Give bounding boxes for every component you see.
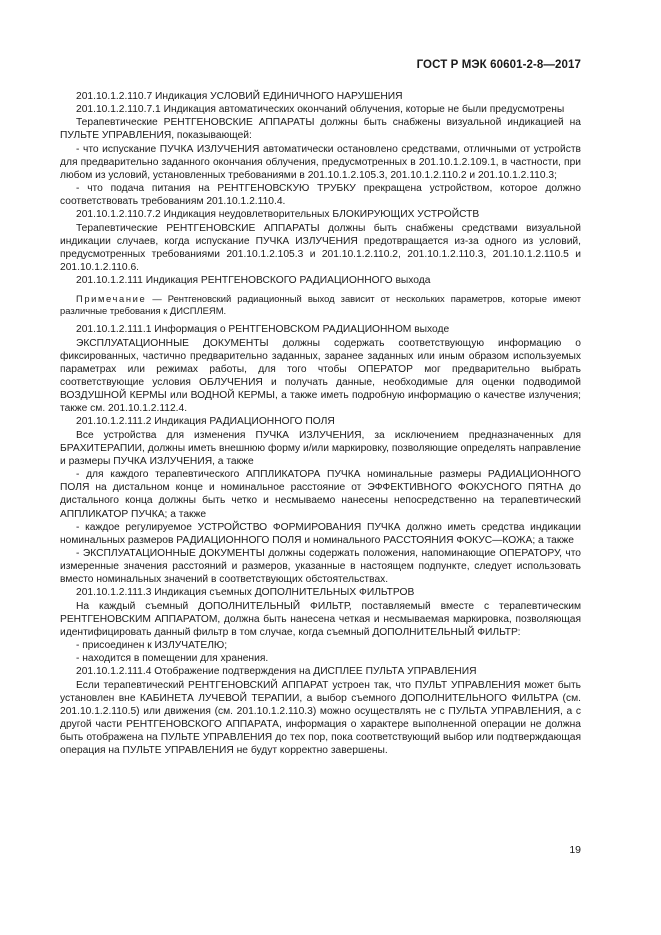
paragraph-text: 201.10.1.2.110.7.1 Индикация автоматических окончаний облучения, которые не были предусмотрены: [76, 104, 565, 116]
paragraph: [60, 90, 581, 103]
note-label: Примечание: [76, 293, 147, 305]
paragraph-text: Терапевтические РЕНТГЕНОВСКИЕ АППАРАТЫ должны быть снабжены средствами визуальной индикации случаев, когда испускание ПУЧКА ИЗЛУЧЕНИЯ предотвращается из-за одного из условий, предусмотренных требованиями 201.10.1.2.105.3 и 201.10.1.2.110.2, 201.10.1.2.110.3, 201.10.1.2.110.5 и 201.10.1.2.110.6.: [60, 222, 581, 274]
paragraph-text: - для каждого терапевтического АППЛИКАТОРА ПУЧКА номинальные размеры РАДИАЦИОННОГО ПОЛЯ на дистальном конце и номинальное расстояние от ЭФФЕКТИВНОГО ФОКУСНОГО ПЯТНА до дистального конца должны быть четко и несмываемо нанесены непосредственно на терапевтический АППЛИКАТОР ПУЧКА; а также: [60, 469, 581, 520]
paragraph: [60, 222, 581, 275]
paragraph: [60, 323, 581, 336]
paragraph-text: ЭКСПЛУАТАЦИОННЫЕ ДОКУМЕНТЫ должны содержать соответствующую информацию о фиксированных, частично предварительно заданных, заранее заданных или иным образом используемых параметрах или режимах работы, для того чтобы ОПЕРАТОР мог предварительно выбрать соответствующие условия ОБЛУЧЕНИЯ и получать данные, необходимые для оценки подводимой ВОЗДУШНОЙ КЕРМЫ или ВОДНОЙ КЕРМЫ, а также иметь подробную информацию о качестве излучения; также см. 201.10.1.2.112.4.: [60, 337, 581, 415]
paragraph: [60, 415, 581, 428]
paragraph: [60, 679, 581, 758]
paragraph: [60, 208, 581, 221]
paragraph-text: 201.10.1.2.110.7 Индикация УСЛОВИЙ ЕДИНИЧНОГО НАРУШЕНИЯ: [76, 91, 403, 102]
standard-header: ГОСТ Р МЭК 60601-2-8—2017: [416, 59, 581, 71]
paragraph-text: - что испускание ПУЧКА ИЗЛУЧЕНИЯ автоматически остановлено средствами, отличными от устройств для предварительно заданного окончания облучения, предусмотренных в 201.10.1.2.109.1, в частности, при любом из условий, установленных требованиями в 201.10.1.2.105.3, 201.10.1.2.110.2 и 201.10.1.2.110.3;: [60, 143, 581, 181]
paragraph: [60, 429, 581, 468]
page-number: 19: [569, 844, 581, 856]
paragraph-text: - ЭКСПЛУАТАЦИОННЫЕ ДОКУМЕНТЫ должны содержать положения, напоминающие ОПЕРАТОРУ, что измеренные значения расстояний и размеров, указанные в настоящем подпункте, следует использовать вместо номинальных значений в соответствующих обстоятельствах.: [60, 548, 581, 586]
paragraph-text: 201.10.1.2.111.1 Информация о РЕНТГЕНОВСКОМ РАДИАЦИОННОМ выходе: [76, 324, 450, 336]
paragraph-text: - присоединен к ИЗЛУЧАТЕЛЮ;: [76, 640, 228, 652]
paragraph: [60, 274, 581, 287]
paragraph: [60, 468, 581, 521]
paragraph: [60, 652, 581, 665]
paragraph-text: Все устройства для изменения ПУЧКА ИЗЛУЧЕНИЯ, за исключением предназначенных для БРАХИТЕРАПИИ, должны иметь внешнюю форму и/или маркировку, позволяющие определять направление и размеры ПУЧКА ИЗЛУЧЕНИЯ, а также: [60, 429, 581, 467]
paragraph: [60, 639, 581, 652]
paragraph-text: 201.10.1.2.110.7.2 Индикация неудовлетворительных БЛОКИРУЮЩИХ УСТРОЙСТВ: [76, 209, 480, 221]
paragraph: [60, 143, 581, 182]
paragraph-text: - находится в помещении для хранения.: [76, 653, 269, 665]
paragraph-text: На каждый съемный ДОПОЛНИТЕЛЬНЫЙ ФИЛЬТР, поставляемый вместе с терапевтическим РЕНТГЕНОВСКИМ АППАРАТОМ, должна быть нанесена четкая и несмываемая маркировка, позволяющая идентифицировать данный фильтр в том случае, когда съемный ДОПОЛНИТЕЛЬНЫЙ ФИЛЬТР:: [60, 600, 581, 638]
paragraph: [60, 521, 581, 547]
paragraph-text: Если терапевтический РЕНТГЕНОВСКИЙ АППАРАТ устроен так, что ПУЛЬТ УПРАВЛЕНИЯ может быть установлен вне КАБИНЕТА ЛУЧЕВОЙ ТЕРАПИИ, а выбор съемного ДОПОЛНИТЕЛЬНОГО ФИЛЬТРА (см. 201.10.1.2.110.5) или движения (см. 201.10.1.2.110.3) можно осуществлять не с ПУЛЬТА УПРАВЛЕНИЯ, а с другой части РЕНТГЕНОВСКОГО АППАРАТА, информация о характере выполненной операции не должна быть отображена на ПУЛЬТЕ УПРАВЛЕНИЯ до тех пор, пока соответствующий выбор или подтверждающая операция на ПУЛЬТЕ УПРАВЛЕНИЯ не будут корректно завершены.: [60, 679, 581, 757]
paragraph-text: - каждое регулируемое УСТРОЙСТВО ФОРМИРОВАНИЯ ПУЧКА должно иметь средства индикации номинальных размеров РАДИАЦИОННОГО ПОЛЯ и номинального РАССТОЯНИЯ ФОКУС—КОЖА; а также: [60, 521, 581, 546]
note-paragraph: [60, 293, 581, 317]
paragraph: [60, 586, 581, 599]
paragraph: [60, 600, 581, 639]
body-text: [60, 90, 581, 758]
paragraph: [60, 103, 581, 116]
paragraph: [60, 547, 581, 586]
paragraph-text: 201.10.1.2.111.3 Индикация съемных ДОПОЛНИТЕЛЬНЫХ ФИЛЬТРОВ: [76, 587, 415, 599]
paragraph-text: 201.10.1.2.111.2 Индикация РАДИАЦИОННОГО ПОЛЯ: [76, 416, 335, 428]
paragraph-text: 201.10.1.2.111 Индикация РЕНТГЕНОВСКОГО РАДИАЦИОННОГО выхода: [76, 275, 431, 287]
paragraph: [60, 665, 581, 678]
paragraph-text: - что подача питания на РЕНТГЕНОВСКУЮ ТРУБКУ прекращена устройством, которое должно соответствовать требованиям 201.10.1.2.110.4.: [60, 183, 581, 208]
paragraph-text: Терапевтические РЕНТГЕНОВСКИЕ АППАРАТЫ должны быть снабжены визуальной индикацией на ПУЛЬТЕ УПРАВЛЕНИЯ, показывающей:: [60, 117, 581, 142]
paragraph-text: 201.10.1.2.111.4 Отображение подтверждения на ДИСПЛЕЕ ПУЛЬТА УПРАВЛЕНИЯ: [76, 666, 477, 678]
paragraph: [60, 182, 581, 208]
paragraph: [60, 337, 581, 416]
paragraph-text: — Рентгеновский радиационный выход зависит от нескольких параметров, которые имеют различные требования к ДИСПЛЕЯМ.: [60, 293, 581, 317]
paragraph: [60, 116, 581, 142]
